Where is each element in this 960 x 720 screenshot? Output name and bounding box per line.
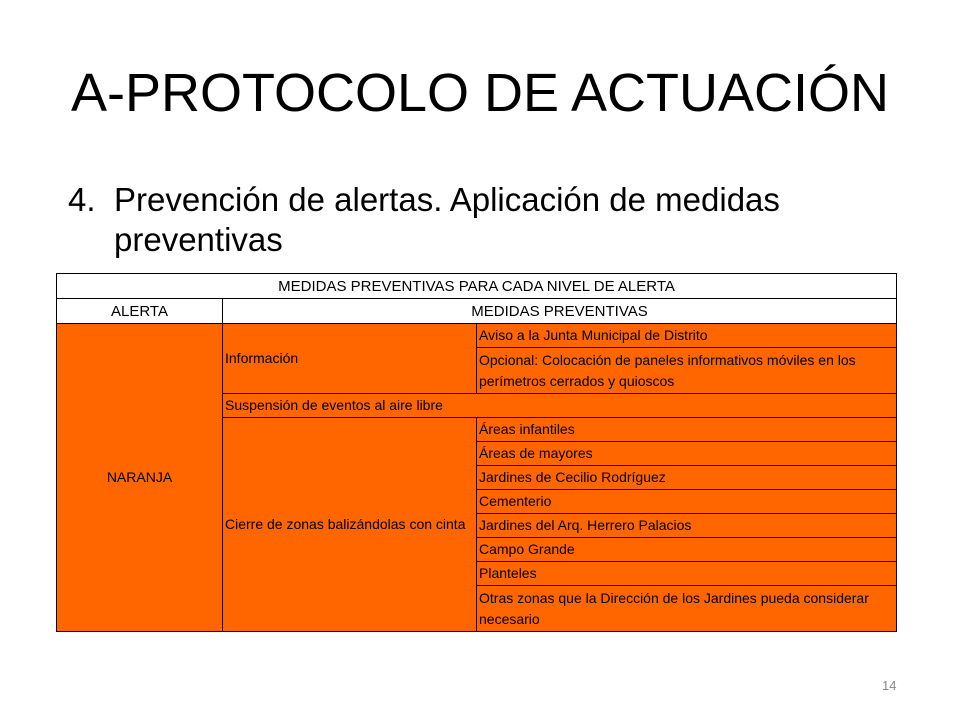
close-item: Áreas infantiles bbox=[477, 418, 897, 442]
close-item: Áreas de mayores bbox=[477, 442, 897, 466]
group-close-cell: Cierre de zonas balizándolas con cinta bbox=[223, 418, 477, 632]
close-item: Jardines del Arq. Herrero Palacios bbox=[477, 514, 897, 538]
info-item: Opcional: Colocación de paneles informativos móviles en los perímetros cerrados y quioscos bbox=[477, 348, 897, 394]
close-item: Jardines de Cecilio Rodríguez bbox=[477, 466, 897, 490]
group-info-cell: Información bbox=[223, 324, 477, 394]
info-item: Aviso a la Junta Municipal de Distrito bbox=[477, 324, 897, 348]
suspension-cell: Suspensión de eventos al aire libre bbox=[223, 394, 897, 418]
point-text: Prevención de alertas. Aplicación de medidas preventivas bbox=[114, 181, 780, 258]
column-header-alert: ALERTA bbox=[57, 299, 223, 324]
alert-level-cell: NARANJA bbox=[57, 324, 223, 632]
close-item: Otras zonas que la Dirección de los Jardines pueda considerar necesario bbox=[477, 586, 897, 632]
close-item: Campo Grande bbox=[477, 538, 897, 562]
slide-title: A-PROTOCOLO DE ACTUACIÓN bbox=[70, 63, 890, 123]
point-number: 4. bbox=[68, 181, 96, 218]
table-title: MEDIDAS PREVENTIVAS PARA CADA NIVEL DE ALERTA bbox=[57, 274, 897, 299]
page-number: 14 bbox=[882, 678, 897, 693]
preventive-measures-table bbox=[56, 273, 897, 632]
close-item: Cementerio bbox=[477, 490, 897, 514]
column-header-measures: MEDIDAS PREVENTIVAS bbox=[223, 299, 897, 324]
close-item: Planteles bbox=[477, 562, 897, 586]
numbered-point bbox=[68, 180, 908, 260]
